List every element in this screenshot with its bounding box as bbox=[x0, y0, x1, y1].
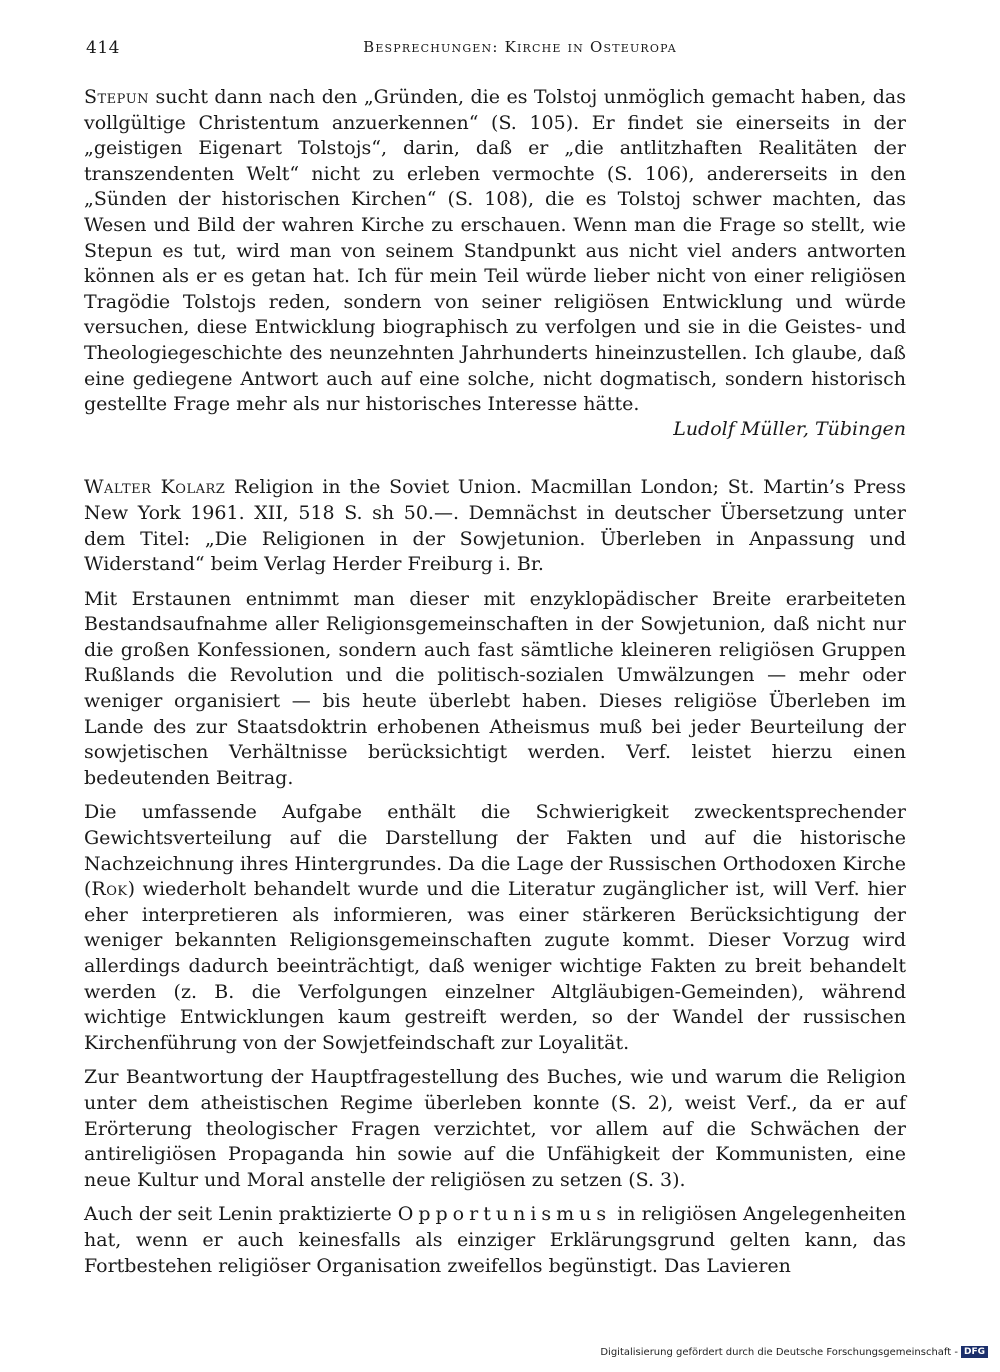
review2-author: Walter Kolarz bbox=[84, 476, 226, 499]
paragraph-gap bbox=[84, 1193, 906, 1202]
review2-p4-text-a: Auch der seit Lenin praktizierte bbox=[84, 1203, 398, 1226]
review1-reviewer: Ludolf Müller, Tübingen bbox=[673, 417, 906, 440]
review1-author: Stepun bbox=[84, 86, 150, 108]
review2-paragraph-4 bbox=[84, 1202, 906, 1279]
review2-p2-text-b: ) wiederholt behandelt wurde und die Literatur zugänglicher ist, will Verf. hier eher interpretieren als informieren, was einer stärkeren Berücksichtigung der weniger bekannten Religionsgemeinschaften zugute kommt. Dieser Vorzug wird allerdings dadurch beeinträchtigt, daß weniger wichtige Fakten zu breit behandelt werden (z. B. die Verfolgungen einzelner Altgläubigen-Gemeinden), während wichtige Entwicklungen kaum gestreift werden, so der Wandel der russischen Kirchenführung von der Sowjetfeindschaft zur Loyalität. bbox=[84, 878, 906, 1054]
paragraph-gap bbox=[84, 578, 906, 587]
paragraph-gap bbox=[84, 1056, 906, 1065]
page-number: 414 bbox=[86, 38, 120, 58]
review2-paragraph-2 bbox=[84, 800, 906, 1056]
digitization-footer bbox=[600, 1346, 988, 1358]
review2-citation bbox=[84, 475, 906, 577]
review2-p4-text-b: in religiösen Angelegenheiten hat, wenn er auch keinesfalls als einziger Erklärungsgrund gelten kann, das Fortbestehen religiöser Organisation zweifellos begünstigt. Das Lavieren bbox=[84, 1203, 907, 1277]
review2-citation-text: Religion in the Soviet Union. Macmillan London; St. Martin’s Press New York 1961. XII, 518 S. sh 50.—. Demnächst in deutscher Übersetzung unter dem Titel: „Die Religionen in der Sowjetunion. Überleben in Anpassung und Widerstand“ beim Verlag Herder Freiburg i. Br. bbox=[84, 476, 906, 576]
running-title: Besprechungen: Kirche in Osteuropa bbox=[363, 38, 677, 56]
section-gap bbox=[84, 442, 906, 475]
review1-paragraph bbox=[84, 85, 906, 418]
review2-p2-abbrev: Rok bbox=[91, 878, 128, 901]
dfg-logo: DFG bbox=[961, 1346, 988, 1358]
page-body bbox=[84, 85, 906, 1279]
footer-text: Digitalisierung gefördert durch die Deutsche Forschungsgemeinschaft - bbox=[600, 1347, 958, 1358]
paragraph-gap bbox=[84, 791, 906, 800]
review2-p4-emphasis: Opportunismus bbox=[397, 1203, 612, 1226]
review1-text: sucht dann nach den „Gründen, die es Tolstoj unmöglich gemacht haben, das vollgültige Christentum anzuerkennen“ (S. 105). Er findet sie einerseits in der „geistigen Eigenart Tolstojs“, darin, daß er „die antlitzhaften Realitäten der transzendenten Welt“ nicht zu erleben vermochte (S. 106), andererseits in den „Sünden der historischen Kirchen“ (S. 108), die es Tolstoj schwer machten, das Wesen und Bild der wahren Kirche zu erschauen. Wenn man die Frage so stellt, wie Stepun es tut, wird man von seinem Standpunkt aus nicht viel anders antworten können als er es getan hat. Ich für mein Teil würde lieber nicht von einer religiösen Tragödie Tolstojs reden, sondern von seiner religiösen Entwicklung und würde versuchen, diese Entwicklung biographisch zu verfolgen und sie in die Geistes- und Theologiegeschichte des neunzehnten Jahrhunderts hineinzustellen. Ich glaube, daß eine gediegene Antwort auch auf eine solche, nicht dogmatisch, sondern historisch gestellte Frage mehr als nur historisches Interesse hätte. bbox=[84, 86, 906, 416]
review2-paragraph-1: Mit Erstaunen entnimmt man dieser mit enzyklopädischer Breite erarbeiteten Bestandsaufnahme aller Religionsgemeinschaften in der Sowjetunion, daß nicht nur die großen Konfessionen, sondern auch fast sämtliche kleineren religiösen Gruppen Rußlands die Revolution und die politisch-sozialen Umwälzungen — mehr oder weniger organisiert — bis heute überlebt haben. Dieses religiöse Überleben im Lande des zur Staatsdoktrin erhobenen Atheismus muß bei jeder Beurteilung der sowjetischen Verhältnisse berücksichtigt werden. Verf. leistet hierzu einen bedeutenden Beitrag. bbox=[84, 587, 906, 789]
review2-paragraph-3: Zur Beantwortung der Hauptfragestellung des Buches, wie und warum die Religion unter dem atheistischen Regime überleben konnte (S. 2), weist Verf., da er auf Erörterung theologischer Fragen verzichtet, vor allem auf die Schwächen der antireligiösen Propaganda hin sowie auf die Unfähigkeit der Kommunisten, eine neue Kultur und Moral anstelle der religiösen zu setzen (S. 3). bbox=[84, 1066, 906, 1191]
review2-p2-text-a: Die umfassende Aufgabe enthält die Schwierigkeit zweckentsprechender Gewichtsverteilung auf die Darstellung der Fakten und auf die historische Nachzeichnung ihres Hintergrundes. Da die Lage der Russischen Orthodoxen Kirche ( bbox=[84, 801, 906, 901]
